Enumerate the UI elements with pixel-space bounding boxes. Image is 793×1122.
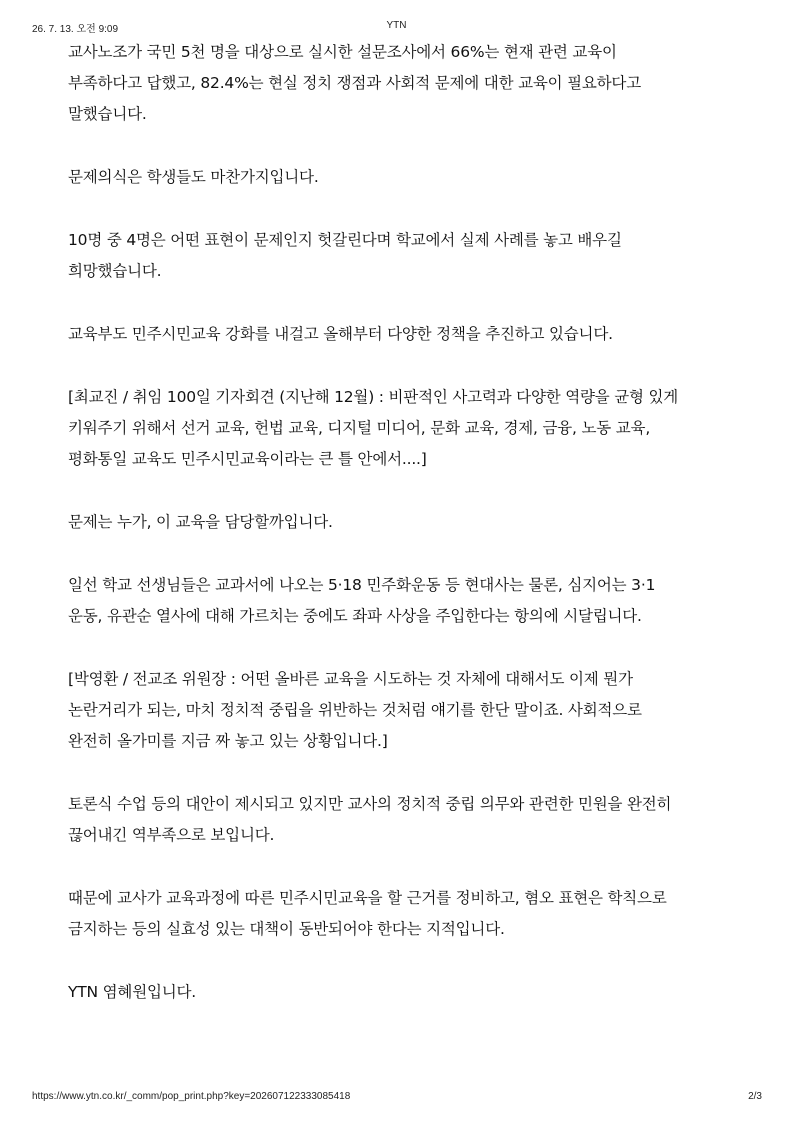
print-header: [0, 20, 793, 36]
article-paragraph: 교육부도 민주시민교육 강화를 내걸고 올해부터 다양한 정책을 추진하고 있습니다.: [68, 325, 613, 343]
print-footer: [0, 1091, 793, 1107]
article-paragraph: 문제는 누가, 이 교육을 담당할까입니다.: [68, 513, 333, 531]
reporter-signoff: YTN 염혜원입니다.: [68, 983, 197, 1001]
page-number: 2/3: [748, 1091, 762, 1102]
article-paragraph: 교사노조가 국민 5천 명을 대상으로 실시한 설문조사에서 66%는 현재 관련 교육이 부족하다고 답했고, 82.4%는 현실 정치 쟁점과 사회적 문제에 대한 교육이 필요하다고 말했습니다.: [68, 43, 641, 123]
site-name: YTN: [386, 20, 407, 31]
page-url: https://www.ytn.co.kr/_comm/pop_print.php?key=202607122333085418: [32, 1091, 351, 1102]
article-paragraph: 토론식 수업 등의 대안이 제시되고 있지만 교사의 정치적 중립 의무와 관련한 민원을 완전히 끊어내긴 역부족으로 보입니다.: [68, 795, 672, 844]
article-paragraph: 일선 학교 선생님들은 교과서에 나오는 5·18 민주화운동 등 현대사는 물론, 심지어는 3·1 운동, 유관순 열사에 대해 가르치는 중에도 좌파 사상을 주입한다는 항의에 시달립니다.: [68, 576, 656, 625]
article-quote: [박영환 / 전교조 위원장 : 어떤 올바른 교육을 시도하는 것 자체에 대해서도 이제 뭔가 논란거리가 되는, 마치 정치적 중립을 위반하는 것처럼 얘기를 한단 말이죠. 사회적으로 완전히 올가미를 지금 짜 놓고 있는 상황입니다.]: [68, 670, 642, 750]
article-paragraph: 때문에 교사가 교육과정에 따른 민주시민교육을 할 근거를 정비하고, 혐오 표현은 학칙으로 금지하는 등의 실효성 있는 대책이 동반되어야 한다는 지적입니다.: [68, 889, 667, 938]
print-date: 26. 7. 13. 오전 9:09: [32, 24, 119, 35]
article-body: [68, 37, 683, 1040]
article-paragraph: 10명 중 4명은 어떤 표현이 문제인지 헛갈린다며 학교에서 실제 사례를 놓고 배우길 희망했습니다.: [68, 231, 622, 280]
article-paragraph: 문제의식은 학생들도 마찬가지입니다.: [68, 168, 319, 186]
article-quote: [최교진 / 취임 100일 기자회견 (지난해 12월) : 비판적인 사고력과 다양한 역량을 균형 있게 키워주기 위해서 선거 교육, 헌법 교육, 디지털 미디어, 문화 교육, 경제, 금융, 노동 교육, 평화통일 교육도 민주시민교육이라는 큰 틀 안에서....]: [68, 388, 679, 468]
